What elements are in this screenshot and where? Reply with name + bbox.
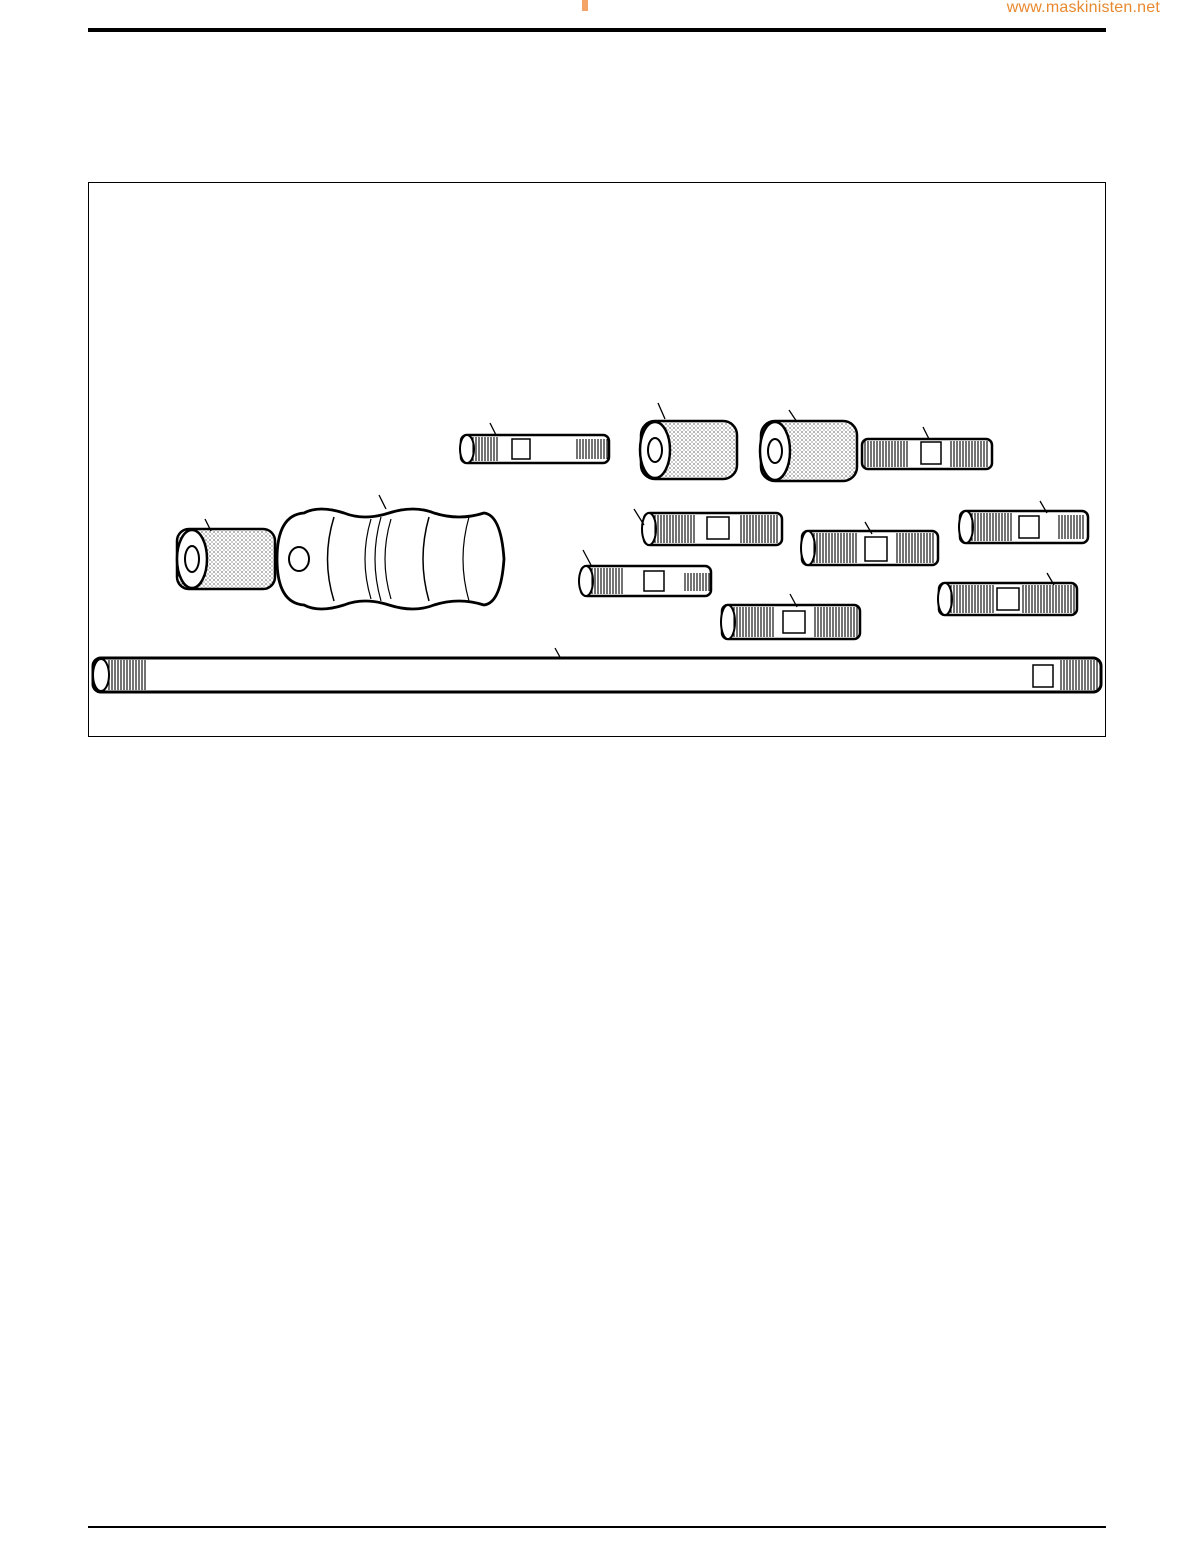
sleeve-2: [760, 410, 857, 481]
stud-4: [579, 550, 711, 596]
site-url[interactable]: www.maskinisten.net: [1006, 0, 1160, 16]
stud-5: [801, 522, 938, 565]
slide-hammer-weight: [277, 495, 504, 609]
stud-3: [634, 509, 782, 545]
stud-1: [460, 423, 609, 463]
header-rule: [88, 28, 1106, 32]
tool-kit-illustration-icon: [89, 183, 1105, 736]
watermark-mark: [582, 0, 588, 11]
stud-8: [721, 594, 860, 639]
stud-2: [862, 427, 992, 469]
stud-7: [938, 573, 1077, 615]
sleeve-1: [640, 403, 737, 479]
extension-rod: [93, 648, 1101, 692]
footer-rule: [88, 1526, 1106, 1528]
stud-6: [959, 501, 1088, 543]
sleeve-3: [177, 519, 275, 589]
tool-kit-figure: [88, 182, 1106, 737]
